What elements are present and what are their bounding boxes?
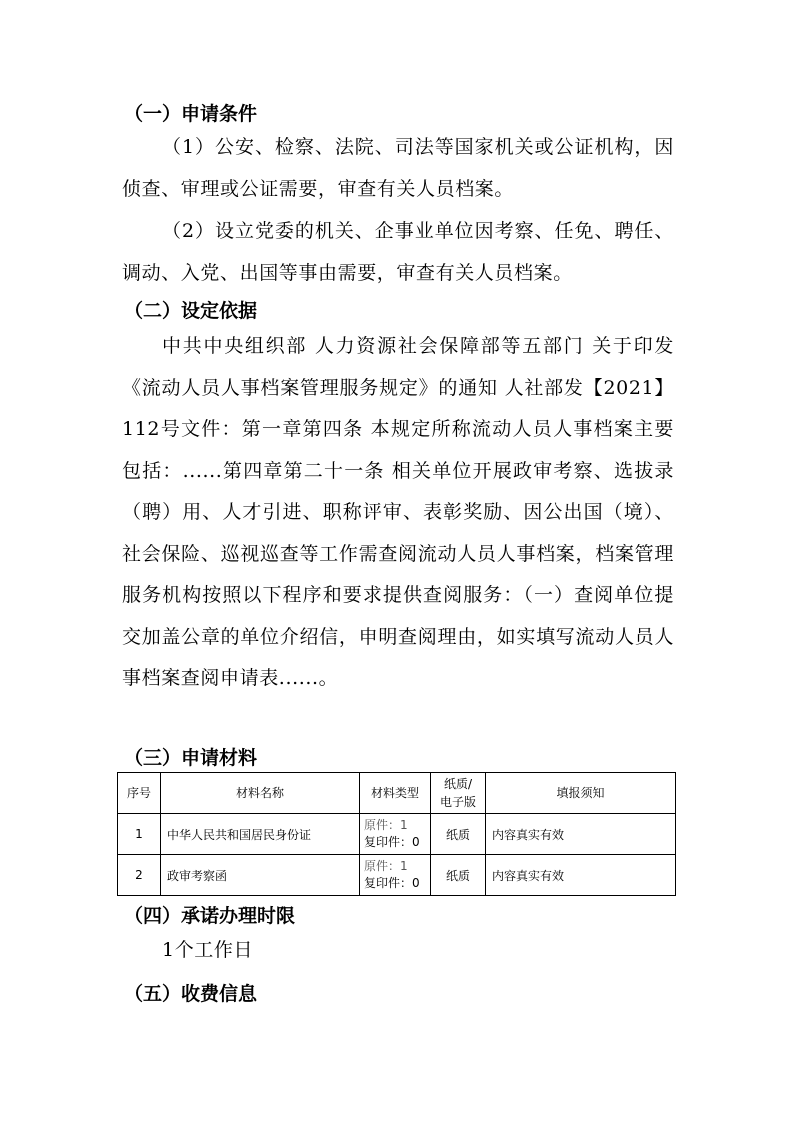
section-heading-legal-basis: （二）设定依据	[124, 300, 258, 322]
header-form-line1: 纸质/	[443, 777, 473, 791]
header-material-type: 材料类型	[360, 773, 431, 814]
processing-time-value: 1个工作日	[162, 939, 254, 961]
row-material-name: 中华人民共和国居民身份证	[161, 814, 360, 855]
original-count-line: 原件：1	[364, 859, 408, 873]
row-form: 纸质	[431, 814, 486, 855]
materials-table	[117, 772, 676, 896]
table-header-row	[118, 773, 676, 814]
section-heading-materials: （三）申请材料	[124, 747, 258, 769]
table-row	[118, 814, 676, 855]
condition-paragraph-1: （1）公安、检察、法院、司法等国家机关或公证机构，因侦查、审理或公证需要，审查有关人员档案。	[122, 136, 674, 200]
copy-count-line: 复印件：0	[364, 876, 420, 890]
row-seq: 1	[118, 814, 161, 855]
header-notice: 填报须知	[486, 773, 676, 814]
section-heading-processing-time: （四）承诺办理时限	[124, 905, 296, 927]
row-form: 纸质	[431, 855, 486, 896]
header-form	[431, 773, 486, 814]
row-material-name: 政审考察函	[161, 855, 360, 896]
header-material-name: 材料名称	[161, 773, 360, 814]
condition-paragraph-2: （2）设立党委的机关、企事业单位因考察、任免、聘任、调动、入党、出国等事由需要，审查有关人员档案。	[122, 220, 674, 284]
copy-count-line: 复印件：0	[364, 835, 420, 849]
section-heading-fee-info: （五）收费信息	[124, 983, 258, 1005]
section-heading-application-conditions: （一）申请条件	[124, 103, 258, 125]
legal-basis-paragraph: 中共中央组织部 人力资源社会保障部等五部门 关于印发《流动人员人事档案管理服务规定》的通知 人社部发【2021】112号文件：第一章第四条 本规定所称流动人员人事档案主要包括：......第四章第二十一条 相关单位开展政审考察、选拔录（聘）用、人才引进、职称评审、表彰奖励、因公出国（境）、社会保险、巡视巡查等工作需查阅流动人员人事档案，档案管理服务机构按照以下程序和要求提供查阅服务：（一）查阅单位提交加盖公章的单位介绍信，申明查阅理由，如实填写流动人员人事档案查阅申请表......。	[122, 335, 674, 689]
row-notice: 内容真实有效	[486, 814, 676, 855]
row-material-type	[360, 855, 431, 896]
row-material-type	[360, 814, 431, 855]
original-count-line: 原件：1	[364, 818, 408, 832]
row-notice: 内容真实有效	[486, 855, 676, 896]
row-seq: 2	[118, 855, 161, 896]
header-seq: 序号	[118, 773, 161, 814]
table-row	[118, 855, 676, 896]
header-form-line2: 电子版	[439, 795, 476, 809]
